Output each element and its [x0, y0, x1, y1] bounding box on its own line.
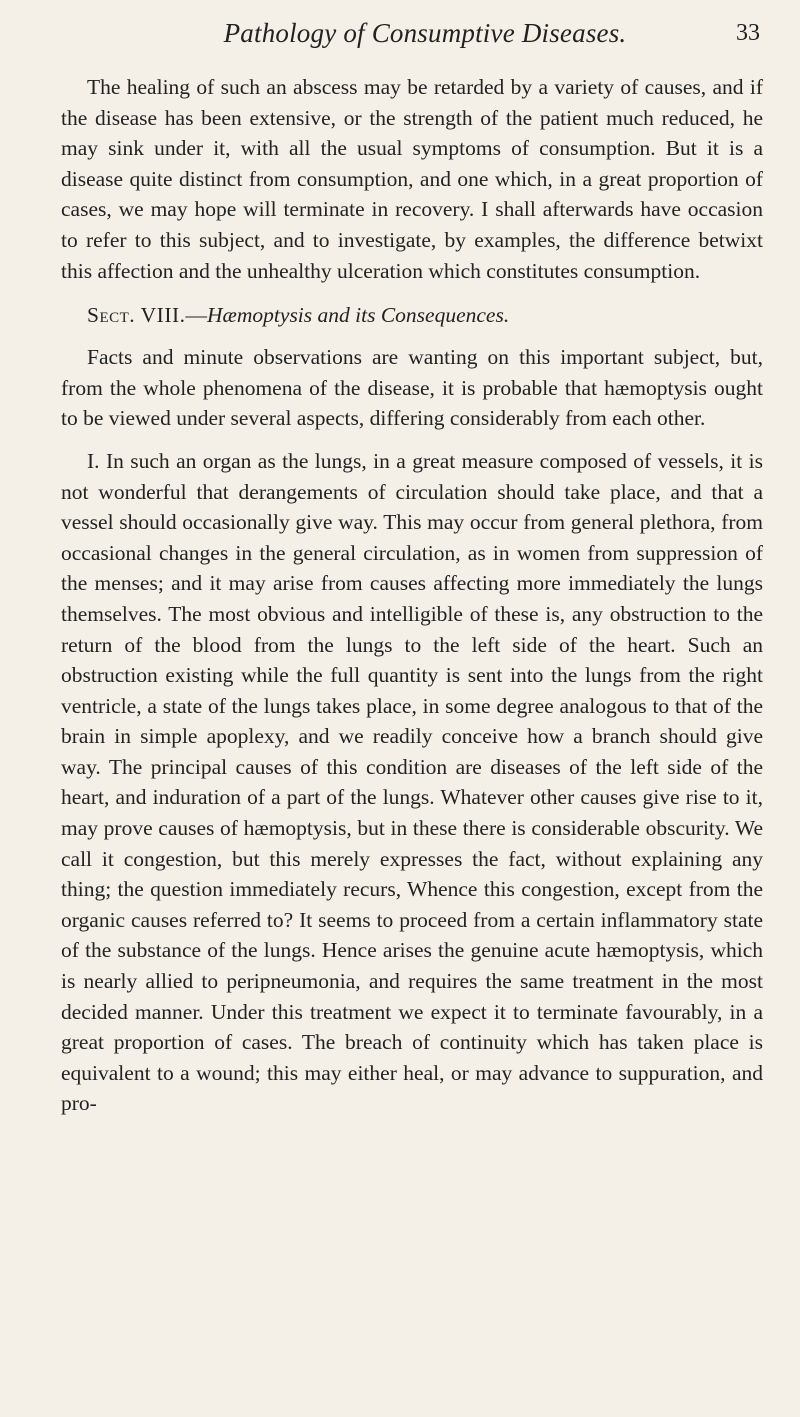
section-heading: [61, 300, 763, 330]
section-dash: —: [185, 303, 208, 328]
running-title: Pathology of Consumptive Diseases.: [223, 18, 627, 48]
paragraph-organ: I. In such an organ as the lungs, in a great measure composed of vessels, it is not wonderful that derangements of circulation should take place, and that a vessel should occasionally give way. This may occur from general plethora, from occasional changes in the general circulation, as in women from suppression of the menses; and it may arise from causes affecting more immediately the lungs themselves. The most obvious and intelligible of these is, any obstruction to the return of the blood from the lungs to the left side of the heart. Such an obstruction existing while the full quantity is sent into the lungs from the right ventricle, a state of the lungs takes place, in some degree analogous to that of the brain in simple apoplexy, and we readily conceive how a branch should give way. The principal causes of this condition are diseases of the left side of the heart, and induration of a part of the lungs. Whatever other causes give rise to it, may prove causes of hæmoptysis, but in these there is considerable obscurity. We call it congestion, but this merely expresses the fact, without explaining any thing; the question immediately recurs, Whence this congestion, except from the organic causes referred to? It seems to proceed from a certain inflammatory state of the substance of the lungs. Hence arises the genuine acute hæmoptysis, which is nearly allied to peripneumonia, and requires the same treatment in the most decided manner. Under this treatment we expect it to terminate favourably, in a great proportion of cases. The breach of continuity which has taken place is equivalent to a wound; this may either heal, or may advance to suppuration, and pro-: [61, 448, 763, 1116]
page-number: 33: [736, 20, 760, 46]
page-body: [61, 72, 763, 1119]
section-title: Hæmoptysis and its Consequences.: [207, 303, 510, 328]
paragraph-facts: Facts and minute observations are wanting on this important subject, but, from the whole phenomena of the disease, it is probable that hæmoptysis ought to be viewed under several aspects, differing considerably from each other.: [61, 345, 763, 431]
section-label: Sect. VIII.: [87, 303, 186, 328]
page-header: [90, 18, 760, 58]
paragraph-abscess: The healing of such an abscess may be retarded by a variety of causes, and if the disease has been extensive, or the strength of the patient much reduced, he may sink under it, with all the usual symptoms of consumption. But it is a disease quite distinct from consumption, and one which, in a great proportion of cases, we may hope will terminate in recovery. I shall afterwards have occasion to refer to this subject, and to investigate, by examples, the difference betwixt this affection and the unhealthy ulceration which constitutes consumption.: [61, 75, 763, 283]
